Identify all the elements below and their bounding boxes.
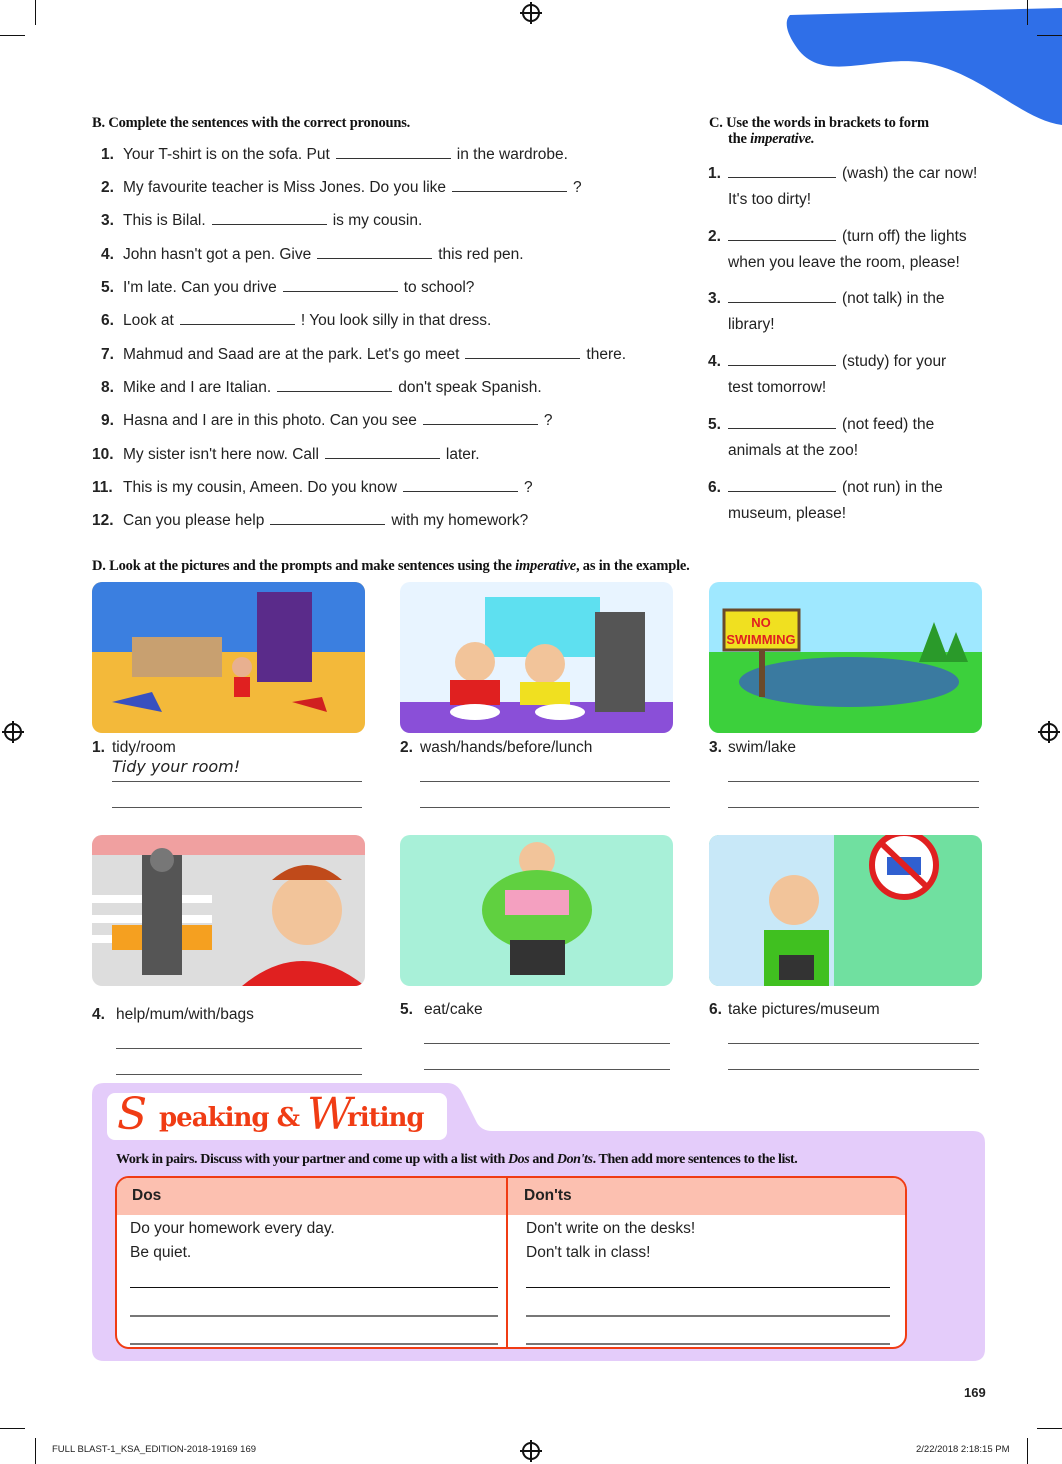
item-text: don't speak Spanish.	[398, 379, 542, 396]
footer-timestamp: 2/22/2018 2:18:15 PM	[916, 1444, 1010, 1455]
item-text: ?	[543, 412, 553, 429]
imperative-question	[708, 416, 934, 434]
picture-lake	[709, 582, 982, 733]
item-text-continued: museum, please!	[728, 505, 847, 522]
picture-messy-room	[92, 582, 365, 733]
crop-mark	[1027, 0, 1028, 25]
prompt-text: tidy/room	[112, 739, 176, 756]
crop-mark	[35, 1438, 36, 1464]
pronoun-question	[101, 146, 568, 164]
answer-line[interactable]	[112, 807, 362, 808]
crop-mark	[0, 1428, 25, 1429]
item-number: 11.	[92, 479, 113, 496]
item-number: 1.	[708, 165, 721, 182]
answer-line[interactable]	[728, 1043, 979, 1044]
heading-text: , as in the example.	[575, 558, 690, 574]
picture-prompt	[92, 739, 176, 757]
dos-item: Do your homework every day.	[130, 1220, 335, 1237]
item-text: (turn off) the lights	[842, 228, 967, 245]
item-text: (not talk) in the	[842, 290, 945, 307]
answer-line[interactable]	[424, 1043, 670, 1044]
answer-line[interactable]	[116, 1074, 362, 1075]
heading-italic: imperative.	[750, 131, 815, 147]
answer-blank[interactable]	[728, 229, 836, 241]
item-text: later.	[445, 446, 480, 463]
picture-prompt	[709, 1001, 880, 1019]
answer-line[interactable]	[420, 807, 670, 808]
column-divider	[506, 1178, 508, 1347]
imperative-question	[708, 290, 945, 308]
answer-line[interactable]	[424, 1069, 670, 1070]
section-c-heading-2	[728, 131, 814, 148]
answer-line[interactable]	[526, 1287, 890, 1288]
item-text: Mahmud and Saad are at the park. Let's go meet	[123, 346, 460, 363]
crop-mark	[35, 0, 36, 25]
item-number: 12.	[92, 512, 114, 529]
item-text: ! You look silly in that dress.	[300, 312, 492, 329]
instr-text: . Then add more sentences to the list.	[592, 1152, 798, 1167]
answer-line[interactable]	[130, 1287, 498, 1288]
item-text: (not run) in the	[842, 479, 943, 496]
pronoun-question	[92, 512, 528, 530]
item-number: 3.	[101, 212, 114, 229]
item-text: ?	[523, 479, 533, 496]
item-text: (wash) the car now!	[842, 165, 978, 182]
item-text: there.	[586, 346, 627, 363]
dos-donts-table	[115, 1176, 907, 1349]
answer-line[interactable]	[728, 781, 979, 782]
item-text-continued: when you leave the room, please!	[728, 254, 960, 271]
pronoun-question	[92, 479, 533, 497]
item-text: is my cousin.	[332, 212, 423, 229]
item-text: Your T-shirt is on the sofa. Put	[123, 146, 330, 163]
pronoun-question	[101, 379, 542, 397]
answer-blank[interactable]	[336, 147, 451, 159]
picture-prompt	[92, 1006, 254, 1024]
answer-line[interactable]	[728, 1069, 979, 1070]
answer-line[interactable]	[728, 807, 979, 808]
item-number: 2.	[400, 739, 413, 756]
item-number: 5.	[400, 1001, 413, 1018]
item-number: 6.	[709, 1001, 722, 1018]
answer-blank[interactable]	[403, 480, 518, 492]
item-number: 2.	[708, 228, 721, 245]
sign-no: NO	[751, 615, 771, 630]
picture-prompt	[709, 739, 796, 757]
item-text: (study) for your	[842, 353, 947, 370]
donts-item: Don't talk in class!	[526, 1244, 651, 1261]
sign-swimming: SWIMMING	[726, 632, 796, 647]
section-d-heading	[92, 558, 690, 575]
picture-mum-with-bags	[92, 835, 365, 986]
answer-line[interactable]	[112, 781, 362, 782]
item-text-continued: test tomorrow!	[728, 379, 827, 396]
pronoun-question	[92, 446, 480, 464]
crop-mark	[1037, 1428, 1062, 1429]
item-number: 6.	[101, 312, 114, 329]
item-text: with my homework?	[391, 512, 529, 529]
pronoun-question	[101, 312, 491, 330]
instr-italic: Don'ts	[556, 1152, 593, 1167]
answer-line[interactable]	[130, 1315, 498, 1317]
pronoun-question	[101, 246, 524, 264]
item-text: Look at	[123, 312, 174, 329]
registration-mark-icon	[1040, 723, 1058, 741]
item-text: Mike and I are Italian.	[123, 379, 272, 396]
answer-blank[interactable]	[270, 513, 385, 525]
answer-blank[interactable]	[728, 417, 836, 429]
prompt-text: swim/lake	[728, 739, 797, 756]
item-text: I'm late. Can you drive	[123, 279, 277, 296]
pronoun-question	[101, 179, 582, 197]
imperative-question	[708, 165, 977, 183]
answer-blank[interactable]	[728, 354, 836, 366]
answer-line[interactable]	[526, 1315, 890, 1317]
title-letter-s: S	[117, 1089, 148, 1140]
imperative-question	[708, 228, 967, 246]
table-header	[117, 1178, 905, 1215]
picture-children-at-table	[400, 582, 673, 733]
picture-boy-with-cake	[400, 835, 673, 986]
item-number: 5.	[101, 279, 114, 296]
item-number: 2.	[101, 179, 114, 196]
answer-blank[interactable]	[212, 213, 327, 225]
registration-mark-icon	[522, 4, 540, 22]
item-number: 3.	[708, 290, 721, 307]
crop-mark	[0, 35, 25, 36]
answer-line[interactable]	[130, 1343, 498, 1345]
answer-blank[interactable]	[277, 380, 392, 392]
section-c-heading: C. Use the words in brackets to form	[709, 115, 929, 131]
heading-text: the	[728, 131, 751, 147]
dos-header: Dos	[132, 1187, 162, 1204]
answer-blank[interactable]	[728, 291, 836, 303]
heading-italic: imperative	[515, 558, 576, 574]
title-text: peaking &	[159, 1103, 300, 1133]
item-text: Hasna and I are in this photo. Can you see	[123, 412, 417, 429]
donts-header: Don'ts	[524, 1187, 572, 1204]
imperative-question	[708, 353, 946, 371]
item-text: (not feed) the	[842, 416, 935, 433]
answer-blank[interactable]	[180, 313, 295, 325]
prompt-text: help/mum/with/bags	[116, 1006, 254, 1023]
prompt-text: take pictures/museum	[728, 1001, 880, 1018]
item-text: in the wardrobe.	[456, 146, 568, 163]
item-text-continued: It's too dirty!	[728, 191, 812, 208]
item-number: 10.	[92, 446, 114, 463]
prompt-text: wash/hands/before/lunch	[420, 739, 593, 756]
item-number: 8.	[101, 379, 114, 396]
item-number: 1.	[92, 739, 105, 756]
crop-mark	[1037, 35, 1062, 36]
item-text: This is my cousin, Ameen. Do you know	[123, 479, 397, 496]
picture-museum-camera	[709, 835, 982, 986]
answer-blank[interactable]	[728, 166, 836, 178]
item-number: 9.	[101, 412, 114, 429]
title-letter-w: W	[307, 1089, 353, 1140]
answer-line[interactable]	[420, 781, 670, 782]
item-text: This is Bilal.	[123, 212, 206, 229]
item-number: 3.	[709, 739, 722, 756]
answer-blank[interactable]	[423, 413, 538, 425]
answer-blank[interactable]	[325, 447, 440, 459]
item-number: 4.	[101, 246, 114, 263]
example-answer: Tidy your room!	[112, 757, 241, 776]
corner-decoration	[780, 0, 1062, 130]
item-number: 7.	[101, 346, 114, 363]
title-text: riting	[347, 1103, 424, 1133]
item-text-continued: animals at the zoo!	[728, 442, 859, 459]
item-text: My favourite teacher is Miss Jones. Do you like	[123, 179, 447, 196]
item-number: 5.	[708, 416, 721, 433]
imperative-question	[708, 479, 943, 497]
answer-line[interactable]	[116, 1048, 362, 1049]
item-number: 6.	[708, 479, 721, 496]
heading-text: D. Look at the pictures and the prompts and make sentences using the	[92, 558, 516, 574]
section-b-heading: B. Complete the sentences with the correct pronouns.	[92, 115, 411, 131]
crop-mark	[1027, 1438, 1028, 1464]
item-text: Can you please help	[123, 512, 265, 529]
item-number: 1.	[101, 146, 114, 163]
item-number: 4.	[92, 1006, 105, 1023]
footer-file-info: FULL BLAST-1_KSA_EDITION-2018-19169 169	[52, 1444, 257, 1455]
pronoun-question	[101, 412, 552, 430]
pronoun-question	[101, 212, 422, 230]
item-text: John hasn't got a pen. Give	[123, 246, 312, 263]
item-number: 4.	[708, 353, 721, 370]
donts-item: Don't write on the desks!	[526, 1220, 696, 1237]
answer-line[interactable]	[526, 1343, 890, 1345]
instr-italic: Dos	[507, 1152, 530, 1167]
item-text: My sister isn't here now. Call	[123, 446, 319, 463]
item-text: ?	[573, 179, 582, 196]
registration-mark-icon	[4, 723, 22, 741]
answer-blank[interactable]	[452, 180, 567, 192]
pronoun-question	[101, 346, 626, 364]
speaking-writing-title	[107, 1089, 447, 1140]
picture-prompt	[400, 1001, 483, 1019]
answer-blank[interactable]	[728, 480, 836, 492]
answer-blank[interactable]	[465, 347, 580, 359]
dos-item: Be quiet.	[130, 1244, 192, 1261]
answer-blank[interactable]	[283, 280, 398, 292]
page-number: 169	[964, 1385, 986, 1400]
pronoun-question	[101, 279, 474, 297]
item-text: this red pen.	[438, 246, 524, 263]
instr-text: and	[529, 1152, 557, 1167]
answer-blank[interactable]	[317, 247, 432, 259]
item-text: to school?	[403, 279, 475, 296]
speaking-instructions	[116, 1152, 797, 1168]
item-text-continued: library!	[728, 316, 775, 333]
instr-text: Work in pairs. Discuss with your partner and come up with a list with	[116, 1152, 508, 1167]
picture-prompt	[400, 739, 592, 757]
registration-mark-icon	[522, 1442, 540, 1460]
prompt-text: eat/cake	[424, 1001, 483, 1018]
